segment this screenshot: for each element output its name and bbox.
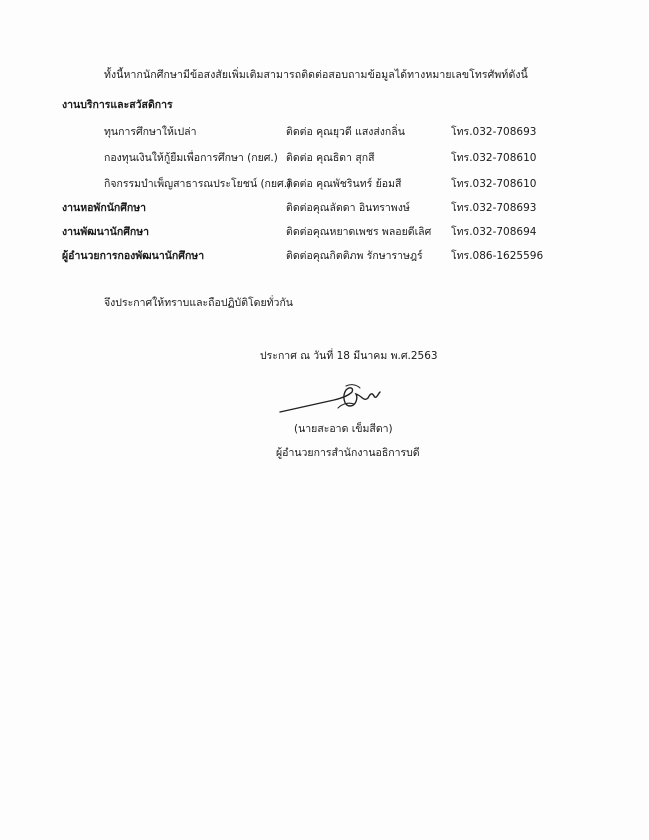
contact-row xyxy=(62,175,622,193)
announcement-date: ประกาศ ณ วันที่ 18 มีนาคม พ.ศ.2563 xyxy=(260,350,438,362)
contact-phone: โทร.086-1625596 xyxy=(451,250,544,262)
contact-person: ติดต่อคุณกิตติภพ รักษาราษฎร์ xyxy=(286,250,423,262)
service-name: กองทุนเงินให้กู้ยืมเพื่อการศึกษา (กยศ.) xyxy=(104,152,278,164)
contact-phone: โทร.032-708693 xyxy=(451,202,537,214)
contact-row xyxy=(62,247,622,265)
closing-statement: จึงประกาศให้ทราบและถือปฏิบัติโดยทั่วกัน xyxy=(104,297,293,309)
contact-row xyxy=(62,149,622,167)
contact-person: ติดต่อ คุณธิดา สุกสี xyxy=(286,152,375,164)
signer-name: (นายสะอาด เข็มสีดา) xyxy=(294,423,393,435)
section-heading: ผู้อำนวยการกองพัฒนานักศึกษา xyxy=(62,250,205,262)
contact-phone: โทร.032-708693 xyxy=(451,126,537,138)
contact-row xyxy=(62,199,622,217)
contact-phone: โทร.032-708610 xyxy=(451,178,537,190)
contact-person: ติดต่อ คุณยุวดี แสงส่งกลิ่น xyxy=(286,126,405,138)
section-heading: งานหอพักนักศึกษา xyxy=(62,202,147,214)
handwritten-signature xyxy=(276,378,406,424)
contact-phone: โทร.032-708694 xyxy=(451,226,537,238)
contact-person: ติดต่อ คุณพัชรินทร์ ย้อมสี xyxy=(286,178,402,190)
contact-row xyxy=(62,123,622,141)
intro-paragraph: ทั้งนี้หากนักศึกษามีข้อสงสัยเพิ่มเติมสามารถติดต่อสอบถามข้อมูลได้ทางหมายเลขโทรศัพท์ดังนี้ xyxy=(104,69,528,81)
contact-row xyxy=(62,96,622,114)
contact-person: ติดต่อคุณหยาดเพชร พลอยดีเลิศ xyxy=(286,226,432,238)
contact-person: ติดต่อคุณลัดดา อินทราพงษ์ xyxy=(286,202,410,214)
service-name: ทุนการศึกษาให้เปล่า xyxy=(104,126,197,138)
signer-title: ผู้อำนวยการสำนักงานอธิการบดี xyxy=(276,447,420,459)
contact-row xyxy=(62,223,622,241)
section-heading: งานพัฒนานักศึกษา xyxy=(62,226,150,238)
contact-phone: โทร.032-708610 xyxy=(451,152,537,164)
service-name: กิจกรรมบำเพ็ญสาธารณประโยชน์ (กยศ.) xyxy=(104,178,292,190)
section-heading: งานบริการและสวัสดิการ xyxy=(62,99,173,111)
